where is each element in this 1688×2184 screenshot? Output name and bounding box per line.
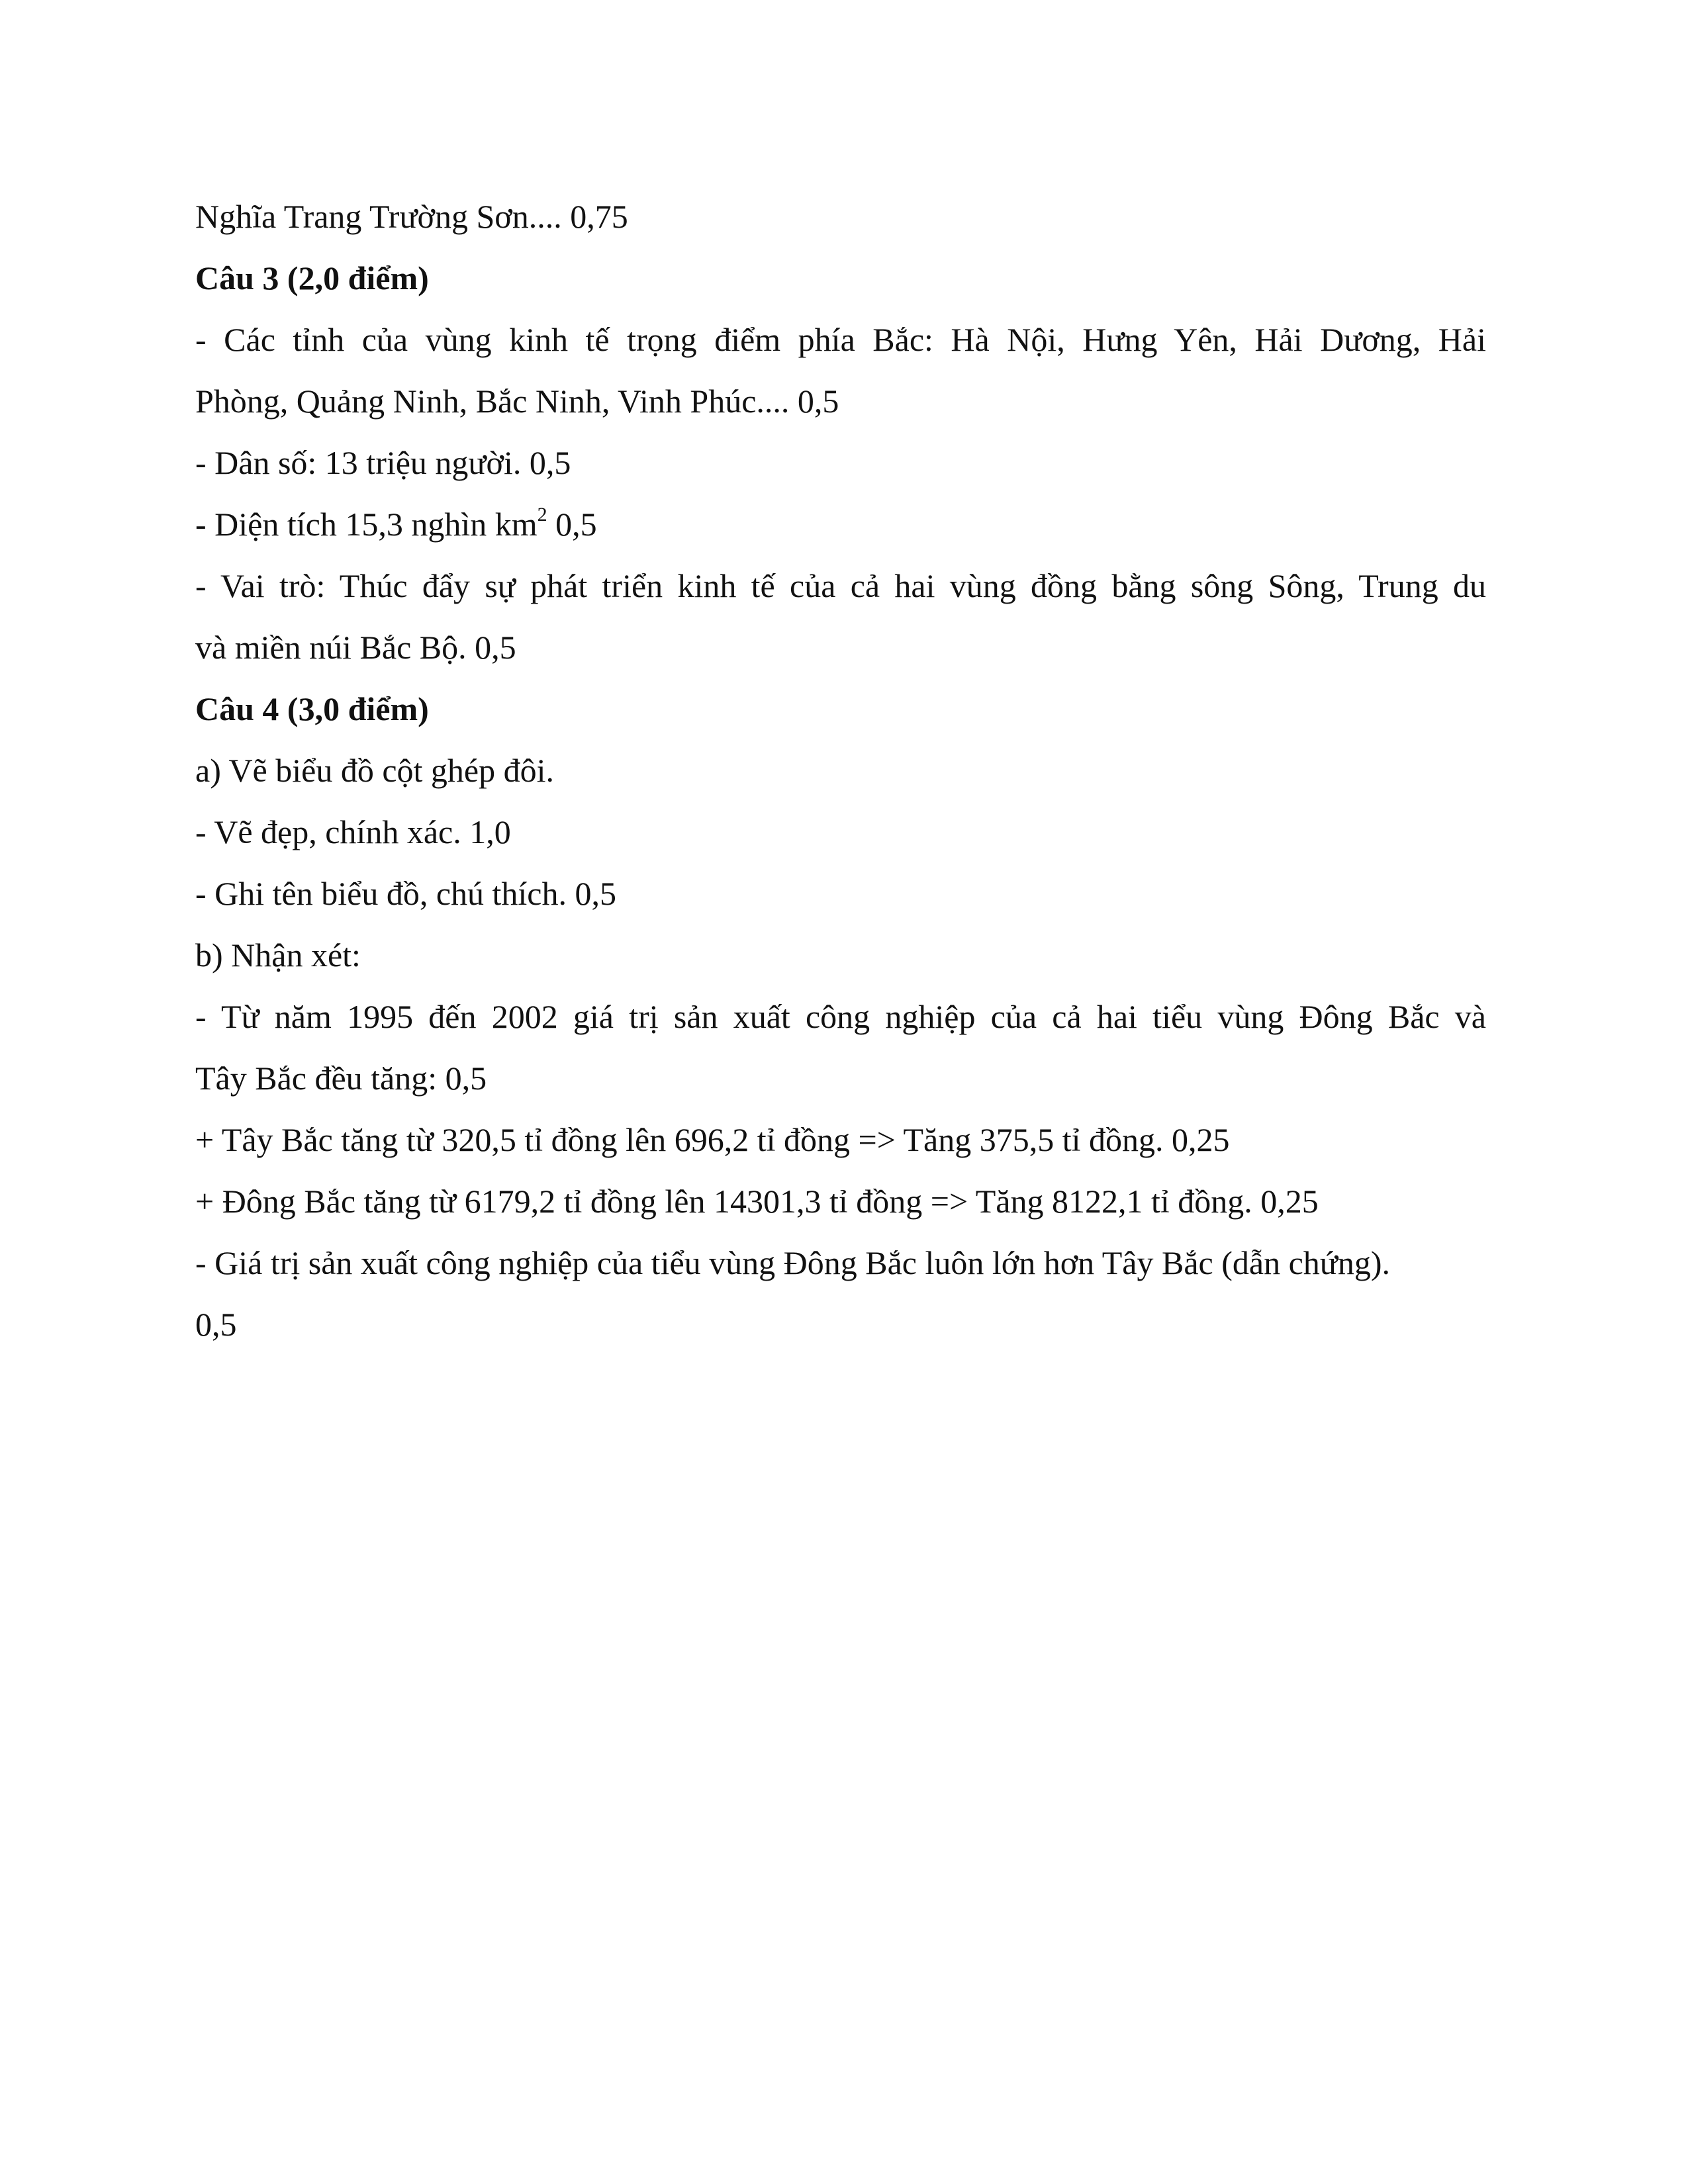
text-line-ve-bieu-do: a) Vẽ biểu đồ cột ghép đôi. <box>195 752 554 789</box>
text-line-cac-tinh-cont: Phòng, Quảng Ninh, Bắc Ninh, Vinh Phúc.... 0,5 <box>195 383 839 420</box>
text-line-vai-tro-cont: và miền núi Bắc Bộ. 0,5 <box>195 629 516 666</box>
text-line-tu-nam: - Từ năm 1995 đến 2002 giá trị sản xuất công nghiệp của cả hai tiểu vùng Đông Bắc và <box>195 998 1486 1035</box>
text-line-tay-bac: + Tây Bắc tăng từ 320,5 tỉ đồng lên 696,2 tỉ đồng => Tăng 375,5 tỉ đồng. 0,25 <box>195 1121 1230 1158</box>
text-line-nhan-xet: b) Nhận xét: <box>195 936 361 974</box>
text-line-cac-tinh: - Các tỉnh của vùng kinh tế trọng điểm phía Bắc: Hà Nội, Hưng Yên, Hải Dương, Hải <box>195 321 1486 358</box>
text-line-nghia-trang: Nghĩa Trang Trường Sơn.... 0,75 <box>195 198 628 235</box>
text-line-vai-tro: - Vai trò: Thúc đẩy sự phát triển kinh tế của cả hai vùng đồng bằng sông Sông, Trung du <box>195 567 1486 604</box>
text-line-gia-tri: - Giá trị sản xuất công nghiệp của tiểu vùng Đông Bắc luôn lớn hơn Tây Bắc (dẫn chứng). <box>195 1244 1391 1281</box>
text-line-ghi-ten: - Ghi tên biểu đồ, chú thích. 0,5 <box>195 875 616 912</box>
superscript-2: 2 <box>537 504 547 525</box>
text-line-gia-tri-score: 0,5 <box>195 1306 237 1343</box>
text-line-ve-dep: - Vẽ đẹp, chính xác. 1,0 <box>195 813 511 850</box>
text-line-tu-nam-cont: Tây Bắc đều tăng: 0,5 <box>195 1060 487 1097</box>
text-line-dong-bac: + Đông Bắc tăng từ 6179,2 tỉ đồng lên 14301,3 tỉ đồng => Tăng 8122,1 tỉ đồng. 0,25 <box>195 1183 1319 1220</box>
heading-cau-4: Câu 4 (3,0 điểm) <box>195 690 429 727</box>
text-line-dien-tich <box>195 501 1486 563</box>
dien-tich-text: - Diện tích 15,3 nghìn km <box>195 506 538 543</box>
text-line-dan-so: - Dân số: 13 triệu người. 0,5 <box>195 444 571 481</box>
dien-tich-score: 0,5 <box>547 506 597 543</box>
heading-cau-3: Câu 3 (2,0 điểm) <box>195 259 429 296</box>
document-body <box>195 193 1486 1363</box>
